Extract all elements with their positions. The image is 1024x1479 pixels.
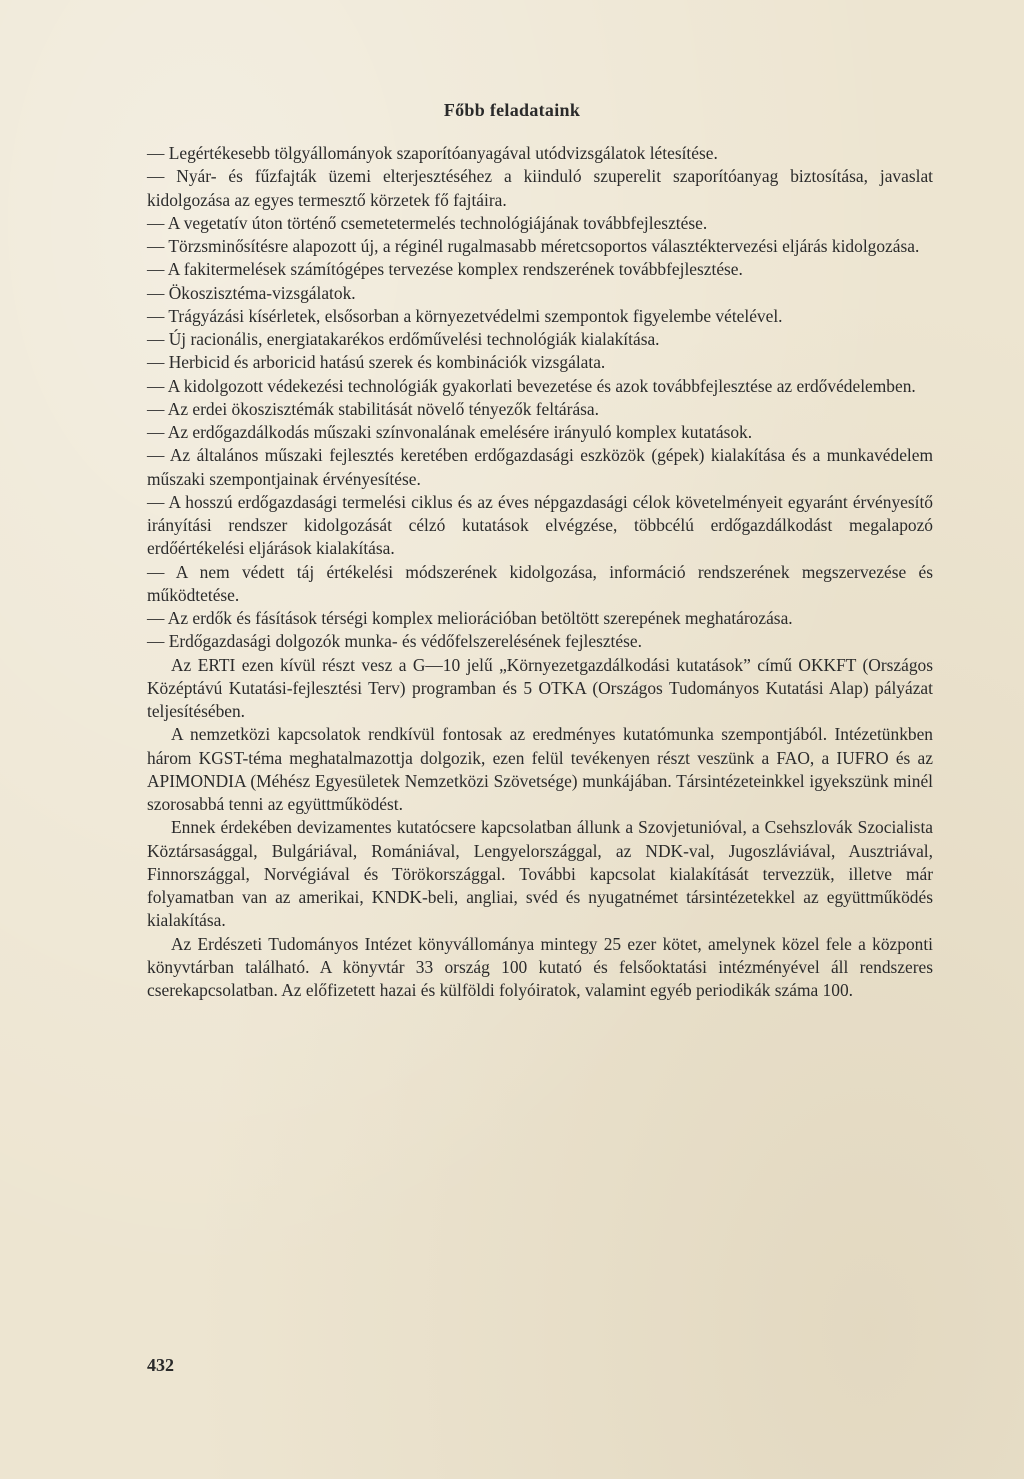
paragraph-erti-programs: Az ERTI ezen kívül részt vesz a G—10 jelű „Környezetgazdálkodási kutatások” című OKKFT (Országos Középtávú Kutatási-fejlesztési Terv) programban és 5 OTKA (Országos Tudományos Kutatási Alap) pályázat teljesítésében.	[147, 654, 933, 721]
task-item: — Az erdőgazdálkodás műszaki színvonalának emelésére irányuló komplex kutatások.	[147, 422, 753, 442]
task-item: — Nyár- és fűzfajták üzemi elterjesztéséhez a kiinduló szuperelit szaporítóanyag biztosítása, javaslat kidolgozása az egyes termesztő körzetek fő fajtáira.	[147, 166, 933, 210]
task-item: — Erdőgazdasági dolgozók munka- és védőfelszerelésének fejlesztése.	[147, 631, 642, 652]
task-item: — Az erdők és fásítások térségi komplex meliorációban betöltött szerepének meghatározása.	[147, 608, 793, 628]
task-item: — Herbicid és arboricid hatású szerek és kombinációk vizsgálata.	[147, 352, 606, 373]
task-item: — Az erdei ökoszisztémák stabilitását növelő tényezők feltárása.	[147, 398, 599, 419]
task-item: — Ökoszisztéma-vizsgálatok.	[147, 282, 356, 303]
task-item: — Törzsminősítésre alapozott új, a réginél rugalmasabb méretcsoportos választéktervezési eljárás kidolgozása.	[147, 236, 920, 256]
task-item: — A kidolgozott védekezési technológiák gyakorlati bevezetése és azok továbbfejlesztése az erdővédelemben.	[147, 375, 916, 396]
task-item: — A nem védett táj értékelési módszerének kidolgozása, információ rendszerének megszervezése és működtetése.	[147, 561, 933, 605]
task-item: — Legértékesebb tölgyállományok szaporítóanyagával utódvizsgálatok létesítése.	[147, 143, 718, 163]
task-item: — Trágyázási kísérletek, elsősorban a környezetvédelmi szempontok figyelembe vételével.	[147, 305, 783, 326]
page-number: 432	[147, 1355, 174, 1375]
paragraph-research-exchange: Ennek érdekében devizamentes kutatócsere kapcsolatban állunk a Szovjetunióval, a Csehszlovák Szocialista Köztársasággal, Bulgáriával, Romániával, Lengyelországgal, az NDK-val, Jugoszláviával, Ausztriával, Finnországgal, Norvégiával és Törökországgal. További kapcsolat kialakítását tervezzük, illetve már folyamatban van az amerikai, KNDK-beli, angliai, svéd és nyugatnémet társintézetekkel az együttműködés kialakítása.	[147, 817, 933, 931]
page-title: Főbb feladataink	[443, 100, 581, 120]
paragraph-library: Az Erdészeti Tudományos Intézet könyvállománya mintegy 25 ezer kötet, amelynek közel fele a központi könyvtárban található. A könyvtár 33 ország 100 kutató és felsőoktatási intézményével áll rendszeres cserekapcsolatban. Az előfizetett hazai és külföldi folyóiratok, valamint egyéb periodikák száma 100.	[147, 933, 933, 1000]
task-item: — A fakitermelések számítógépes tervezése komplex rendszerének továbbfejlesztése.	[147, 259, 743, 280]
task-item: — Az általános műszaki fejlesztés keretében erdőgazdasági eszközök (gépek) kialakítása és a munkavédelem műszaki szempontjainak érvényesítése.	[147, 445, 933, 489]
paragraph-international-relations: A nemzetközi kapcsolatok rendkívül fontosak az eredményes kutatómunka szempontjából. Intézetünkben három KGST-téma meghatalmazottja dolgozik, ezen felül tevékenyen részt veszünk a FAO, a IUFRO és az APIMONDIA (Méhész Egyesületek Nemzetközi Szövetsége) munkájában. Társintézeteinkkel igyekszünk minél szorosabbá tenni az együttműködést.	[147, 724, 933, 814]
body-text	[147, 142, 933, 1002]
task-item: — A vegetatív úton történő csemetetermelés technológiájának továbbfejlesztése.	[147, 212, 708, 233]
task-item: — A hosszú erdőgazdasági termelési ciklus és az éves népgazdasági célok követelményeit egyaránt érvényesítő irányítási rendszer kidolgozását célzó kutatások elvégzése, többcélú erdőgazdálkodást megalapozó erdőértékelési eljárások kialakítása.	[147, 491, 933, 559]
task-item: — Új racionális, energiatakarékos erdőművelési technológiák kialakítása.	[147, 329, 660, 349]
